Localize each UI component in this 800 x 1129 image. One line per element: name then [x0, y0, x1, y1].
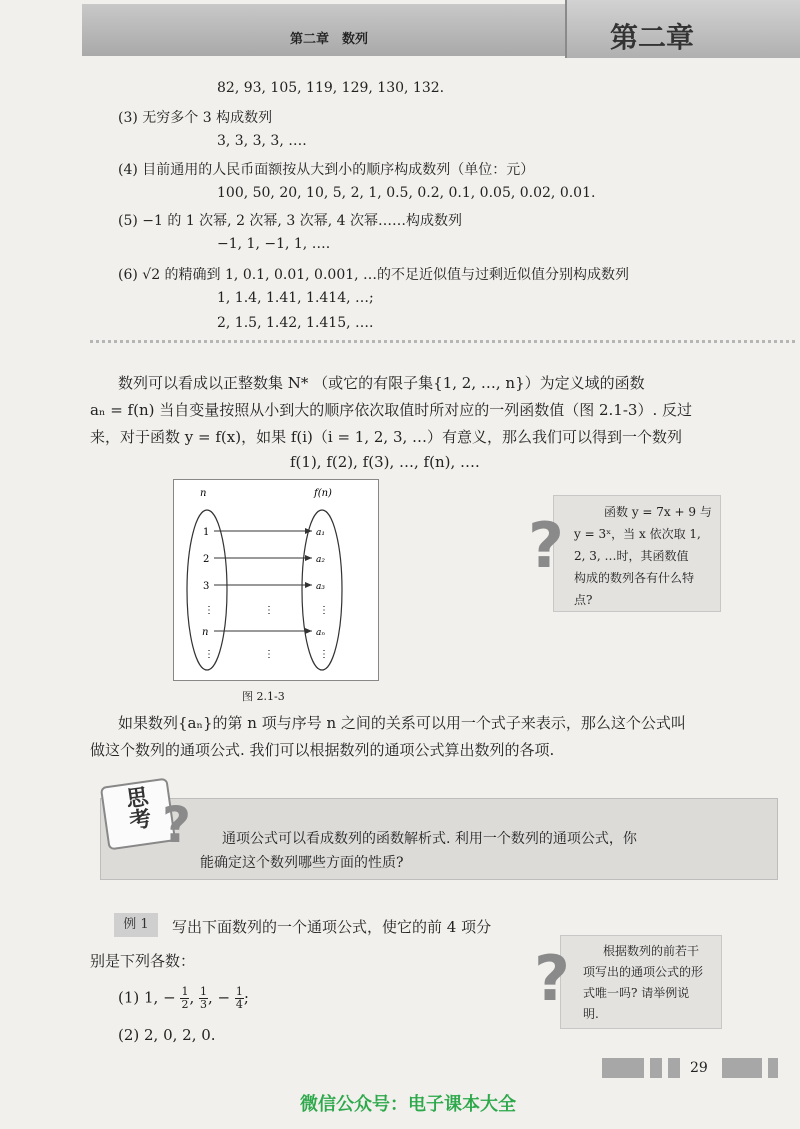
- think-line-2: 能确定这个数列哪些方面的性质?: [200, 855, 404, 871]
- domain-label: n: [200, 488, 207, 499]
- paragraph-2-line-2: 做这个数列的通项公式. 我们可以根据数列的通项公式算出数列的各项.: [90, 741, 555, 759]
- domain-item-1: 1: [203, 527, 210, 538]
- side-question-1-line-3: 2, 3, …时，其函数值: [574, 549, 689, 563]
- question-mark-icon: ?: [528, 509, 564, 582]
- sequence-line-4: 100, 50, 20, 10, 5, 2, 1, 0.5, 0.2, 0.1, 0.05, 0.02, 0.01.: [217, 185, 596, 201]
- side-question-1-line-5: 点?: [574, 593, 593, 607]
- item-5-heading: (5) −1 的 1 次幂, 2 次幂, 3 次幂, 4 次幂……构成数列: [118, 213, 462, 229]
- sequence-line-5: −1, 1, −1, 1, ….: [217, 236, 331, 252]
- mapping-diagram: [174, 480, 378, 680]
- page-number: 29: [690, 1060, 708, 1076]
- range-item-dots: ⋮: [319, 605, 329, 616]
- side-question-2-line-4: 明.: [583, 1007, 599, 1021]
- fraction-one-half: $\frac{1}{2}$: [181, 985, 189, 1011]
- range-label: f(n): [314, 488, 332, 499]
- middle-dots: ⋮: [264, 605, 274, 616]
- fraction-one-third: $\frac{1}{3}$: [200, 985, 207, 1011]
- dotted-divider: [90, 340, 795, 343]
- figure-caption: 图 2.1-3: [242, 690, 285, 703]
- paragraph-1-line-3: 来，对于函数 y = f(x)，如果 f(i)（i = 1, 2, 3, …）有意义，那么我们可以得到一个数列: [90, 428, 683, 446]
- sequence-line-1: 82, 93, 105, 119, 129, 130, 132.: [217, 80, 445, 96]
- domain-item-dots: ⋮: [204, 605, 214, 616]
- mapping-figure: [173, 479, 379, 681]
- side-question-1-line-2: y = 3ˣ，当 x 依次取 1,: [574, 527, 701, 541]
- example-item-1: (1) 1, − $\frac{1}{2}$ , $\frac{1}{3}$ , − $\frac{1}{4}$ ;: [118, 985, 249, 1011]
- chapter-tab-label: 第二章: [610, 21, 695, 54]
- think-question-icon: ?: [162, 796, 192, 854]
- watermark: 微信公众号：电子课本大全: [300, 1094, 516, 1115]
- range-item-3: a₃: [316, 582, 325, 592]
- example-label: 例 1: [114, 913, 158, 937]
- paragraph-1-line-1: 数列可以看成以正整数集 N* （或它的有限子集{1, 2, …, n}）为定义域的函数: [118, 374, 645, 392]
- side-question-1-line-4: 构成的数列各有什么特: [574, 571, 695, 585]
- domain-item-n: n: [202, 627, 209, 638]
- item-6-heading: (6) √2 的精确到 1, 0.1, 0.01, 0.001, …的不足近似值与过剩近似值分别构成数列: [118, 267, 630, 283]
- paragraph-1-line-4: f(1), f(2), f(3), …, f(n), ….: [290, 453, 480, 471]
- think-badge-label: 思考: [121, 784, 154, 832]
- header-title: 第二章 数列: [290, 32, 369, 47]
- domain-item-3: 3: [203, 581, 210, 592]
- side-question-box-1: [553, 495, 721, 612]
- think-line-1: 通项公式可以看成数列的函数解析式. 利用一个数列的通项公式，你: [222, 831, 637, 847]
- item-4-heading: (4) 目前通用的人民币面额按从大到小的顺序构成数列（单位：元）: [118, 162, 535, 178]
- item-3-heading: (3) 无穷多个 3 构成数列: [118, 110, 273, 126]
- range-item-n: aₙ: [316, 628, 326, 638]
- side-question-2-line-2: 项写出的通项公式的形: [583, 965, 704, 979]
- range-item-2: a₂: [316, 555, 325, 565]
- side-question-1-line-1: 函数 y = 7x + 9 与: [604, 505, 712, 519]
- sequence-line-6a: 1, 1.4, 1.41, 1.414, …;: [217, 290, 374, 306]
- fraction-one-fourth: $\frac{1}{4}$: [235, 985, 243, 1011]
- sequence-line-6b: 2, 1.5, 1.42, 1.415, ….: [217, 315, 374, 331]
- paragraph-2-line-1: 如果数列{aₙ}的第 n 项与序号 n 之间的关系可以用一个式子来表示，那么这个公式叫: [118, 714, 686, 732]
- example-line-2: 别是下列各数：: [90, 952, 196, 970]
- example-item-1-prefix: (1) 1, −: [118, 988, 176, 1007]
- domain-item-dots-2: ⋮: [204, 649, 214, 660]
- sequence-line-3: 3, 3, 3, 3, ….: [217, 133, 307, 149]
- range-item-dots-2: ⋮: [319, 649, 329, 660]
- question-mark-icon-2: ?: [534, 942, 570, 1015]
- side-question-2-line-1: 根据数列的前若干: [603, 944, 700, 958]
- example-item-2: (2) 2, 0, 2, 0.: [118, 1026, 216, 1044]
- middle-dots-2: ⋮: [264, 649, 274, 660]
- range-item-1: a₁: [316, 528, 325, 538]
- example-line-1: 写出下面数列的一个通项公式，使它的前 4 项分: [172, 918, 492, 936]
- domain-item-2: 2: [203, 554, 210, 565]
- side-question-box-2: [560, 935, 722, 1029]
- paragraph-1-line-2: aₙ = f(n) 当自变量按照从小到大的顺序依次取值时所对应的一列函数值（图 2.1-3）. 反过: [90, 401, 692, 419]
- side-question-2-line-3: 式唯一吗? 请举例说: [583, 986, 690, 1000]
